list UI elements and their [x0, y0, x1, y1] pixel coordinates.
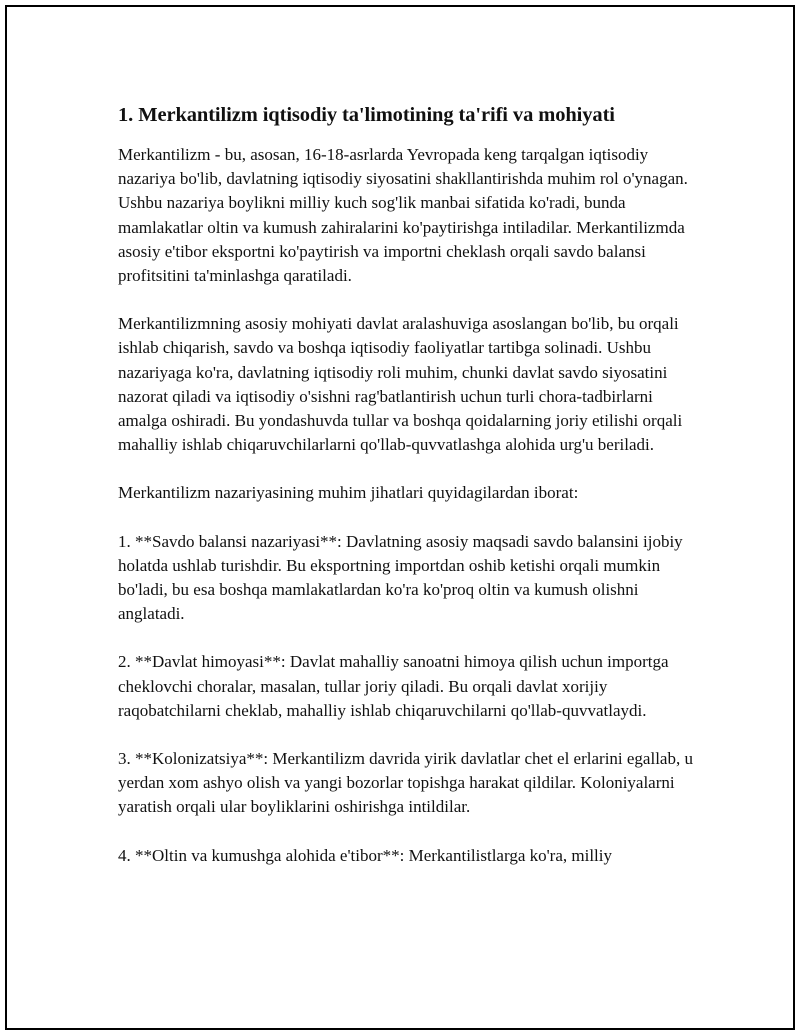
document-page: [5, 5, 795, 1030]
paragraph-intro: Merkantilizm - bu, asosan, 16-18-asrlarda Yevropada keng tarqalgan iqtisodiy nazariya bo'lib, davlatning iqtisodiy siyosatini shakllantirishda muhim rol o'ynagan. Ushbu nazariya boylikni milliy kuch sog'lik manbai sifatida ko'radi, bunda mamlakatlar oltin va kumush zahiralarini ko'paytirishga intiladilar. Merkantilizmda asosiy e'tibor eksportni ko'paytirish va importni cheklash orqali savdo balansi profitsitini ta'minlashga qaratiladi.: [118, 145, 688, 286]
list-item-gold-silver: 4. **Oltin va kumushga alohida e'tibor**: Merkantilistlarga ko'ra, milliy: [118, 845, 613, 865]
list-item-state-protection: 2. **Davlat himoyasi**: Davlat mahalliy sanoatni himoya qilish uchun importga cheklovchi choralar, masalan, tullar joriy qiladi. Bu orqali davlat xorijiy raqobatchilarni cheklab, mahalliy ishlab chiqaruvchilarni qo'llab-quvvatlaydi.: [118, 652, 669, 720]
list-item-colonization: 3. **Kolonizatsiya**: Merkantilizm davrida yirik davlatlar chet el erlarini egallab, u yerdan xom ashyo olish va yangi bozorlar topishga harakat qildilar. Koloniyalarni yaratish orqali ular boyliklarini oshirishga intildilar.: [118, 749, 693, 817]
section-heading: 1. Merkantilizm iqtisodiy ta'limotining ta'rifi va mohiyati: [118, 104, 615, 126]
document-body: [118, 101, 698, 892]
paragraph-essence: Merkantilizmning asosiy mohiyati davlat aralashuviga asoslangan bo'lib, bu orqali ishlab chiqarish, savdo va boshqa iqtisodiy faoliyatlar tartibga solinadi. Ushbu nazariyaga ko'ra, davlatning iqtisodiy roli muhim, chunki davlat savdo siyosatini nazorat qiladi va iqtisodiy o'sishni rag'batlantirish uchun turli chora-tadbirlarni amalga oshiradi. Bu yondashuvda tullar va boshqa qoidalarning joriy etilishi orqali mahalliy ishlab chiqaruvchilarlarni qo'llab-quvvatlashga alohida urg'u beriladi.: [118, 314, 683, 455]
paragraph-list-intro: Merkantilizm nazariyasining muhim jihatlari quyidagilardan iborat:: [118, 483, 579, 503]
list-item-trade-balance: 1. **Savdo balansi nazariyasi**: Davlatning asosiy maqsadi savdo balansini ijobiy holatda ushlab turishdir. Bu eksportning importdan oshib ketishi orqali mumkin bo'ladi, bu esa boshqa mamlakatlardan ko'ra ko'proq oltin va kumush olishni anglatadi.: [118, 531, 683, 624]
